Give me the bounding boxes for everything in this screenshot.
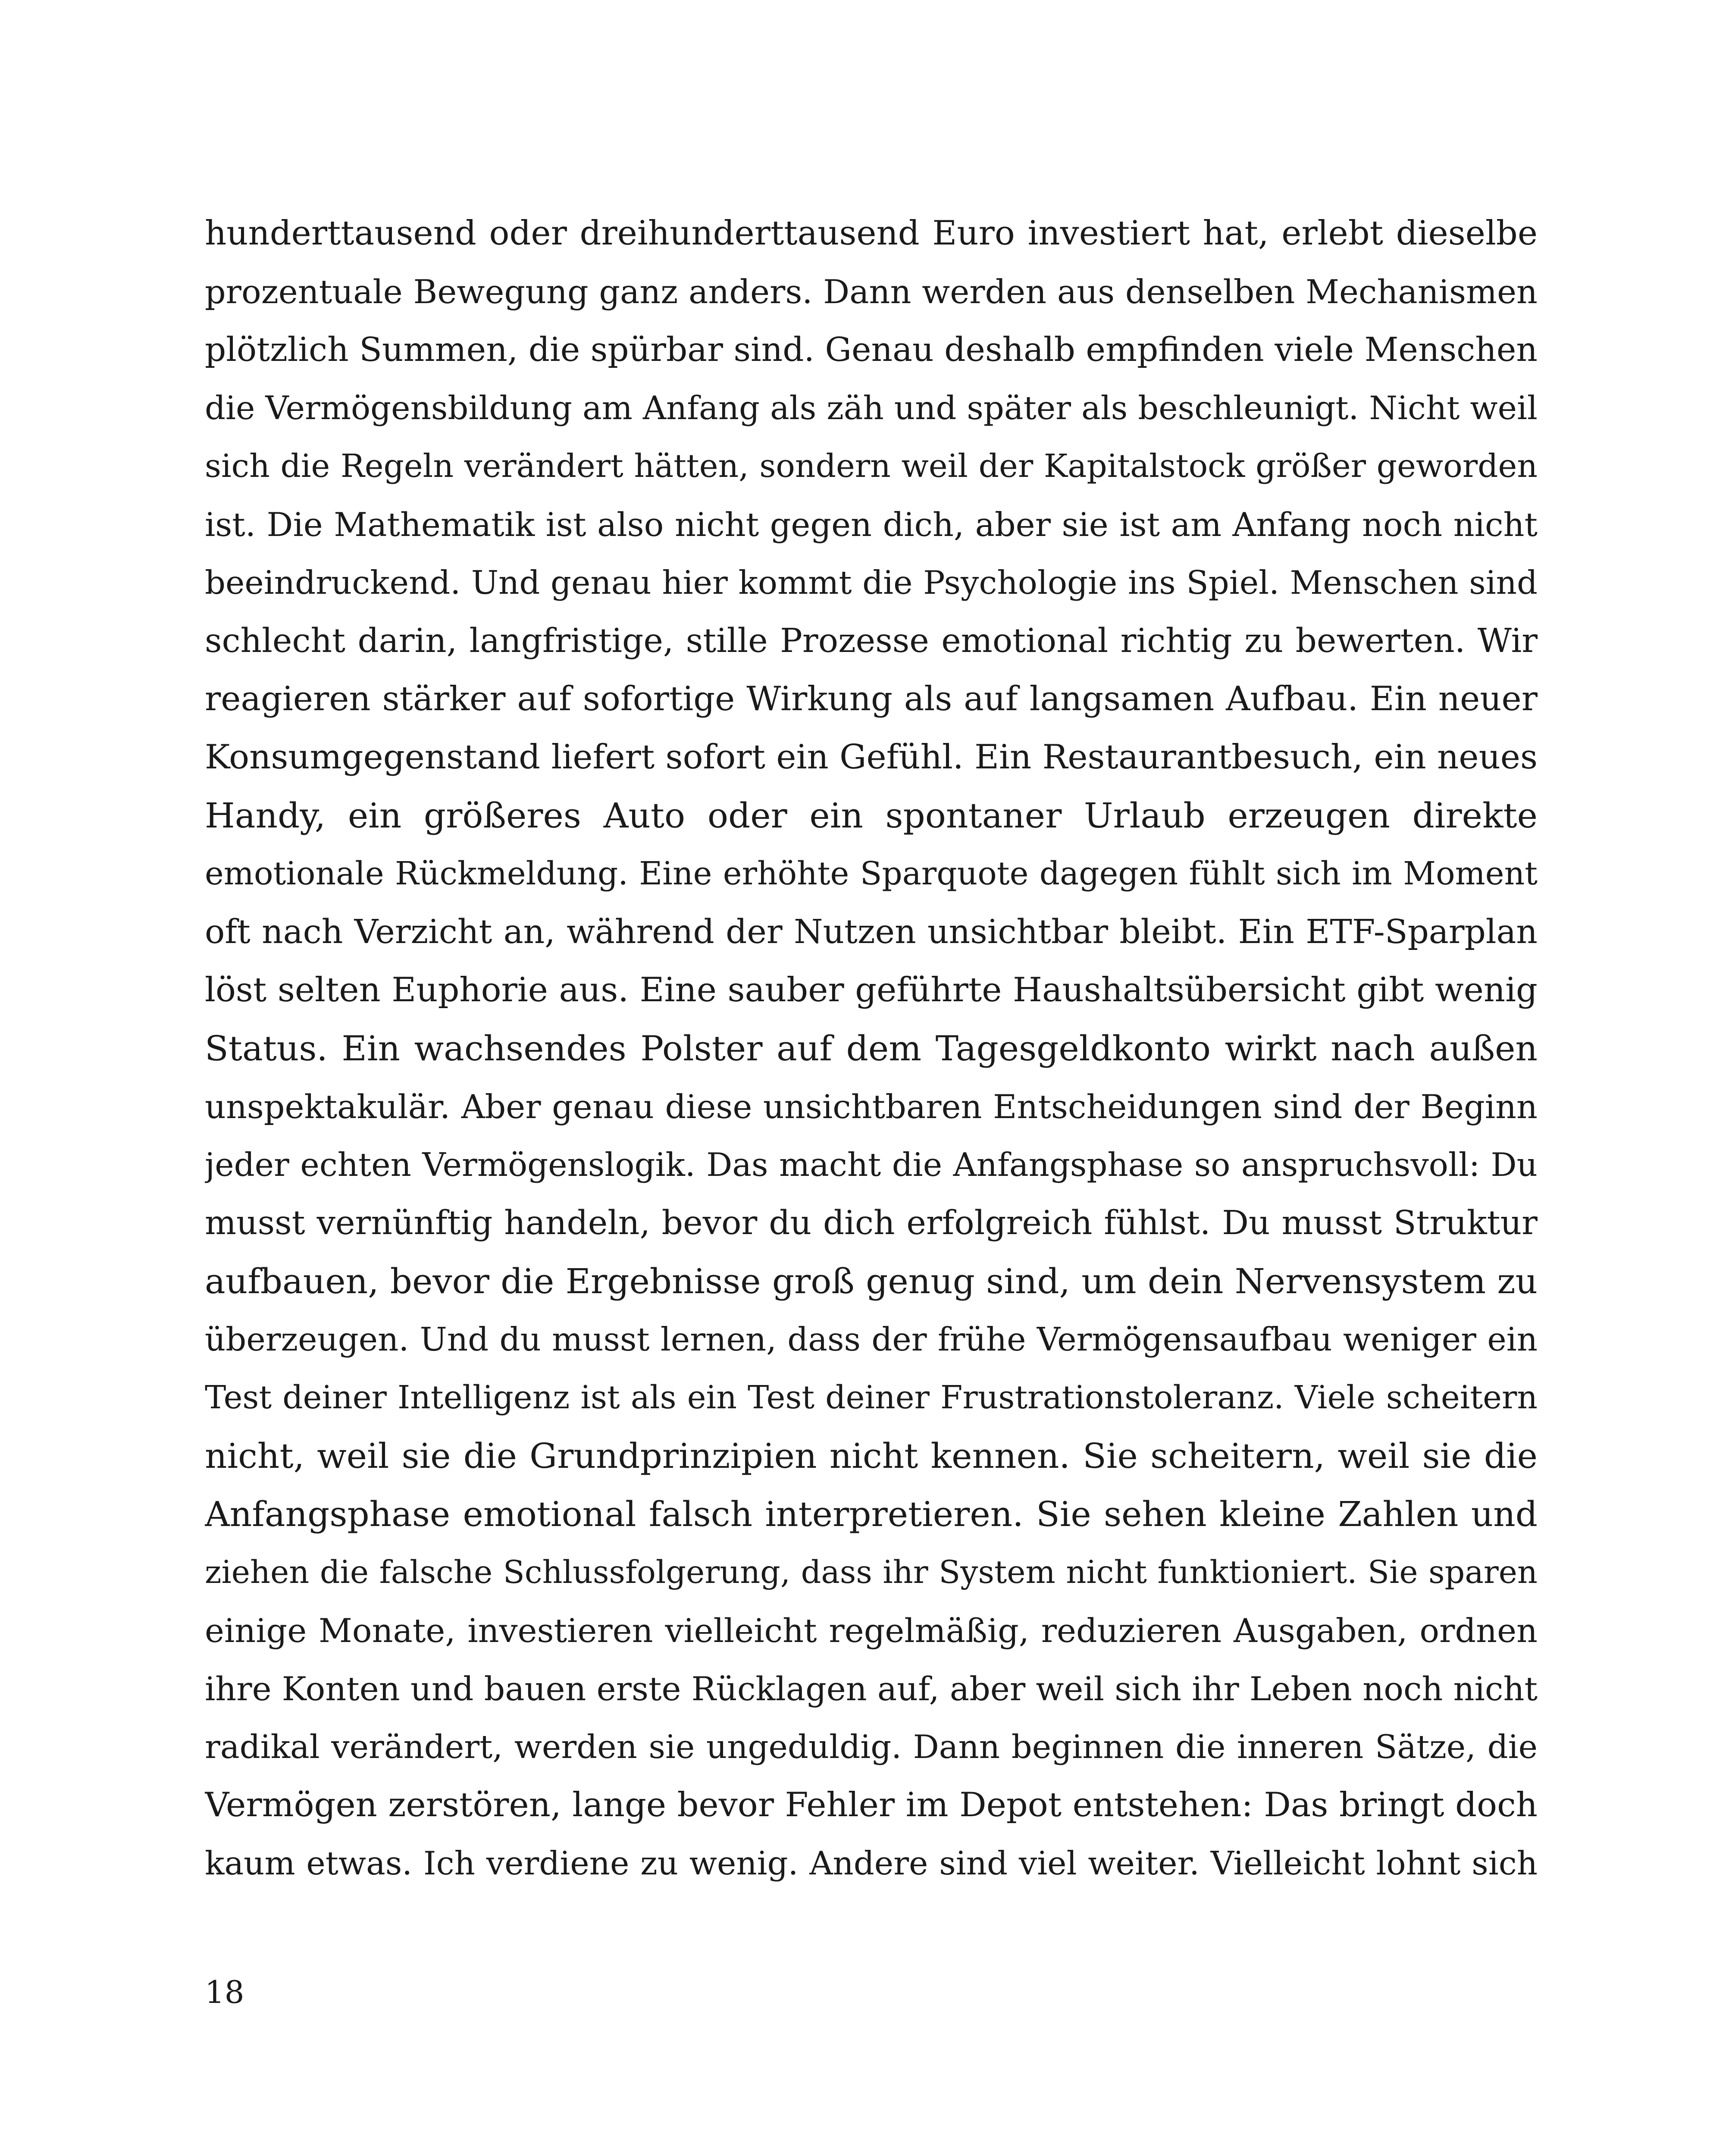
text-line: ist. Die Mathematik ist also nicht gegen dich, aber sie ist am Anfang noch nicht <box>205 505 1538 544</box>
text-line: ziehen die falsche Schlussfolgerung, dass ihr System nicht funktioniert. Sie sparen <box>205 1554 1538 1591</box>
text-line: prozentuale Bewegung ganz anders. Dann werden aus denselben Mechanismen <box>205 273 1538 311</box>
text-line: schlecht darin, langfristige, stille Prozesse emotional richtig zu bewerten. Wir <box>205 622 1538 660</box>
text-line: sich die Regeln verändert hätten, sondern weil der Kapitalstock größer geworden <box>205 448 1538 485</box>
page-number: 18 <box>205 1974 244 2010</box>
text-line: emotionale Rückmeldung. Eine erhöhte Sparquote dagegen fühlt sich im Moment <box>205 855 1538 892</box>
text-line: hunderttausend oder dreihunderttausend Euro investiert hat, erlebt dieselbe <box>205 214 1538 253</box>
text-line: löst selten Euphorie aus. Eine sauber geführte Haushaltsübersicht gibt wenig <box>205 971 1538 1009</box>
text-line: kaum etwas. Ich verdiene zu wenig. Andere sind viel weiter. Vielleicht lohnt sich <box>205 1844 1538 1882</box>
text-line: überzeugen. Und du musst lernen, dass der frühe Vermögensaufbau weniger ein <box>205 1320 1538 1358</box>
text-line: reagieren stärker auf sofortige Wirkung als auf langsamen Aufbau. Ein neuer <box>205 680 1538 718</box>
text-line: nicht, weil sie die Grundprinzipien nicht kennen. Sie scheitern, weil sie die <box>205 1436 1538 1476</box>
text-line: einige Monate, investieren vielleicht regelmäßig, reduzieren Ausgaben, ordnen <box>205 1611 1538 1650</box>
text-line: die Vermögensbildung am Anfang als zäh und später als beschleunigt. Nicht weil <box>205 389 1538 427</box>
body-paragraph <box>205 204 1538 1893</box>
text-line: unspektakulär. Aber genau diese unsichtbaren Entscheidungen sind der Beginn <box>205 1087 1538 1126</box>
text-line: oft nach Verzicht an, während der Nutzen unsichtbar bleibt. Ein ETF-Sparplan <box>205 913 1538 951</box>
text-line: aufbauen, bevor die Ergebnisse groß genug sind, um dein Nervensystem zu <box>205 1261 1538 1301</box>
text-line: plötzlich Summen, die spürbar sind. Genau deshalb empfinden viele Menschen <box>205 331 1538 369</box>
text-line: beeindruckend. Und genau hier kommt die Psychologie ins Spiel. Menschen sind <box>205 564 1538 602</box>
text-line: radikal verändert, werden sie ungeduldig. Dann beginnen die inneren Sätze, die <box>205 1728 1538 1766</box>
text-line: Handy, ein größeres Auto oder ein spontaner Urlaub erzeugen direkte <box>205 796 1538 836</box>
text-line: musst vernünftig handeln, bevor du dich erfolgreich fühlst. Du musst Struktur <box>205 1204 1538 1242</box>
text-line: Status. Ein wachsendes Polster auf dem Tagesgeldkonto wirkt nach außen <box>205 1028 1538 1069</box>
text-line: Anfangsphase emotional falsch interpretieren. Sie sehen kleine Zahlen und <box>205 1494 1538 1534</box>
text-line: Vermögen zerstören, lange bevor Fehler im Depot entstehen: Das bringt doch <box>205 1786 1538 1824</box>
text-line: Konsumgegenstand liefert sofort ein Gefühl. Ein Restaurantbesuch, ein neues <box>205 738 1538 777</box>
text-line: Test deiner Intelligenz ist als ein Test deiner Frustrationstoleranz. Viele scheitern <box>205 1379 1538 1416</box>
text-line: ihre Konten und bauen erste Rücklagen auf, aber weil sich ihr Leben noch nicht <box>205 1670 1538 1708</box>
text-line: jeder echten Vermögenslogik. Das macht die Anfangsphase so anspruchsvoll: Du <box>205 1146 1538 1184</box>
